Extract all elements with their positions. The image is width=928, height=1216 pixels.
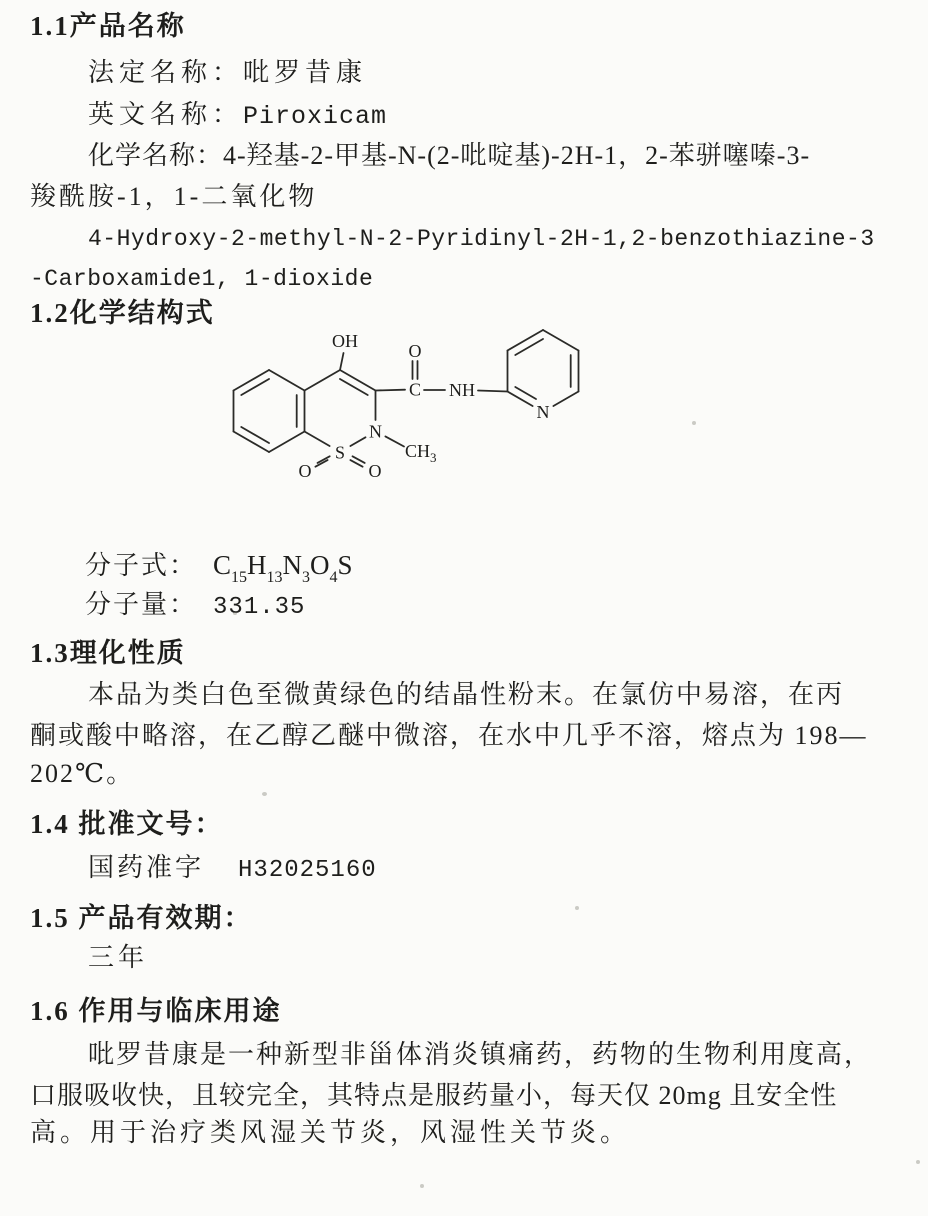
physicochemical-line3: 202℃。 xyxy=(30,759,135,788)
heading-chemical-structure: 1.2化学结构式 xyxy=(30,298,215,328)
chemical-name-cn-line2: 羧酰胺-1，1-二氧化物 xyxy=(30,182,318,211)
pyridine-ring xyxy=(508,330,579,422)
chemical-name-cn-line1: 化学名称：4-羟基-2-甲基-N-(2-吡啶基)-2H-1，2-苯骈噻嗪-3- xyxy=(88,141,811,170)
methyl-label: CH xyxy=(405,441,431,461)
scan-speck xyxy=(233,612,237,615)
thiazine-ring xyxy=(305,370,383,463)
piroxicam-structure-diagram xyxy=(212,320,612,510)
ring-nitrogen-label: N xyxy=(369,421,382,442)
scan-speck xyxy=(692,421,696,425)
heading-product-name: 1.1产品名称 xyxy=(30,11,186,41)
sulfonyl-oxygen-right-label: O xyxy=(368,461,382,481)
scan-speck xyxy=(262,792,267,796)
scan-speck xyxy=(575,906,579,910)
hydroxyl-group xyxy=(332,331,358,370)
physicochemical-line1: 本品为类白色至微黄绿色的结晶性粉末。在氯仿中易溶，在丙 xyxy=(88,680,845,709)
approval-number-value: H32025160 xyxy=(238,857,377,884)
molecular-weight-value: 331.35 xyxy=(213,594,306,621)
approval-number-line xyxy=(88,852,377,886)
heading-shelf-life: 1.5 产品有效期： xyxy=(30,903,253,933)
pyridine-nitrogen-label: N xyxy=(536,402,550,422)
english-name-line xyxy=(88,99,387,132)
shelf-life-value: 三年 xyxy=(88,943,149,972)
legal-name-value: 吡罗昔康 xyxy=(243,58,368,87)
approval-number-label: 国药准字 xyxy=(88,853,205,882)
clinical-use-line1: 吡罗昔康是一种新型非甾体消炎镇痛药，药物的生物利用度高， xyxy=(88,1040,873,1069)
amide-nh-label: NH xyxy=(449,380,475,400)
benzene-ring xyxy=(234,370,305,452)
sulfonyl-oxygen-left-label: O xyxy=(298,461,312,481)
methyl-subscript: 3 xyxy=(430,450,437,465)
molecular-formula-value: $C_{15}H_{13}N_3O_4S$ xyxy=(213,550,353,587)
chemical-name-en-line1: 4-Hydroxy-2-methyl-N-2-Pyridinyl-2H-1,2-benzothiazine-3 xyxy=(88,226,875,252)
hydroxyl-label: OH xyxy=(332,331,358,351)
physicochemical-line2: 酮或酸中略溶，在乙醇乙醚中微溶，在水中几乎不溶，熔点为 198— xyxy=(30,721,868,750)
scan-speck xyxy=(420,1184,424,1188)
svg-text:CH3 xyxy=(405,441,437,465)
heading-approval-number: 1.4 批准文号： xyxy=(30,809,224,839)
carboxamide-group xyxy=(376,341,508,400)
heading-physicochemical: 1.3理化性质 xyxy=(30,638,186,668)
chemical-name-en-line2: -Carboxamide1, 1-dioxide xyxy=(30,266,374,292)
ring-sulfur-label: S xyxy=(334,442,346,463)
molecular-formula-label: 分子式： xyxy=(85,551,198,580)
english-name-value: Piroxicam xyxy=(243,102,388,131)
molecular-weight-label: 分子量： xyxy=(85,590,198,619)
legal-name-line xyxy=(88,57,367,90)
carbonyl-carbon-label: C xyxy=(408,379,422,400)
clinical-use-line3: 高。用于治疗类风湿关节炎，风湿性关节炎。 xyxy=(30,1118,631,1147)
scan-speck xyxy=(916,1160,920,1164)
carbonyl-oxygen-label: O xyxy=(408,341,422,361)
clinical-use-line2: 口服吸收快，且较完全，其特点是服药量小，每天仅 20mg 且安全性 xyxy=(30,1081,838,1110)
english-name-label: 英文名称： xyxy=(88,100,244,129)
molecular-formula-line xyxy=(85,549,353,586)
legal-name-label: 法定名称： xyxy=(88,58,244,87)
molecular-weight-line xyxy=(85,589,305,623)
heading-clinical-use: 1.6 作用与临床用途 xyxy=(30,996,282,1026)
methyl-group xyxy=(385,436,436,465)
